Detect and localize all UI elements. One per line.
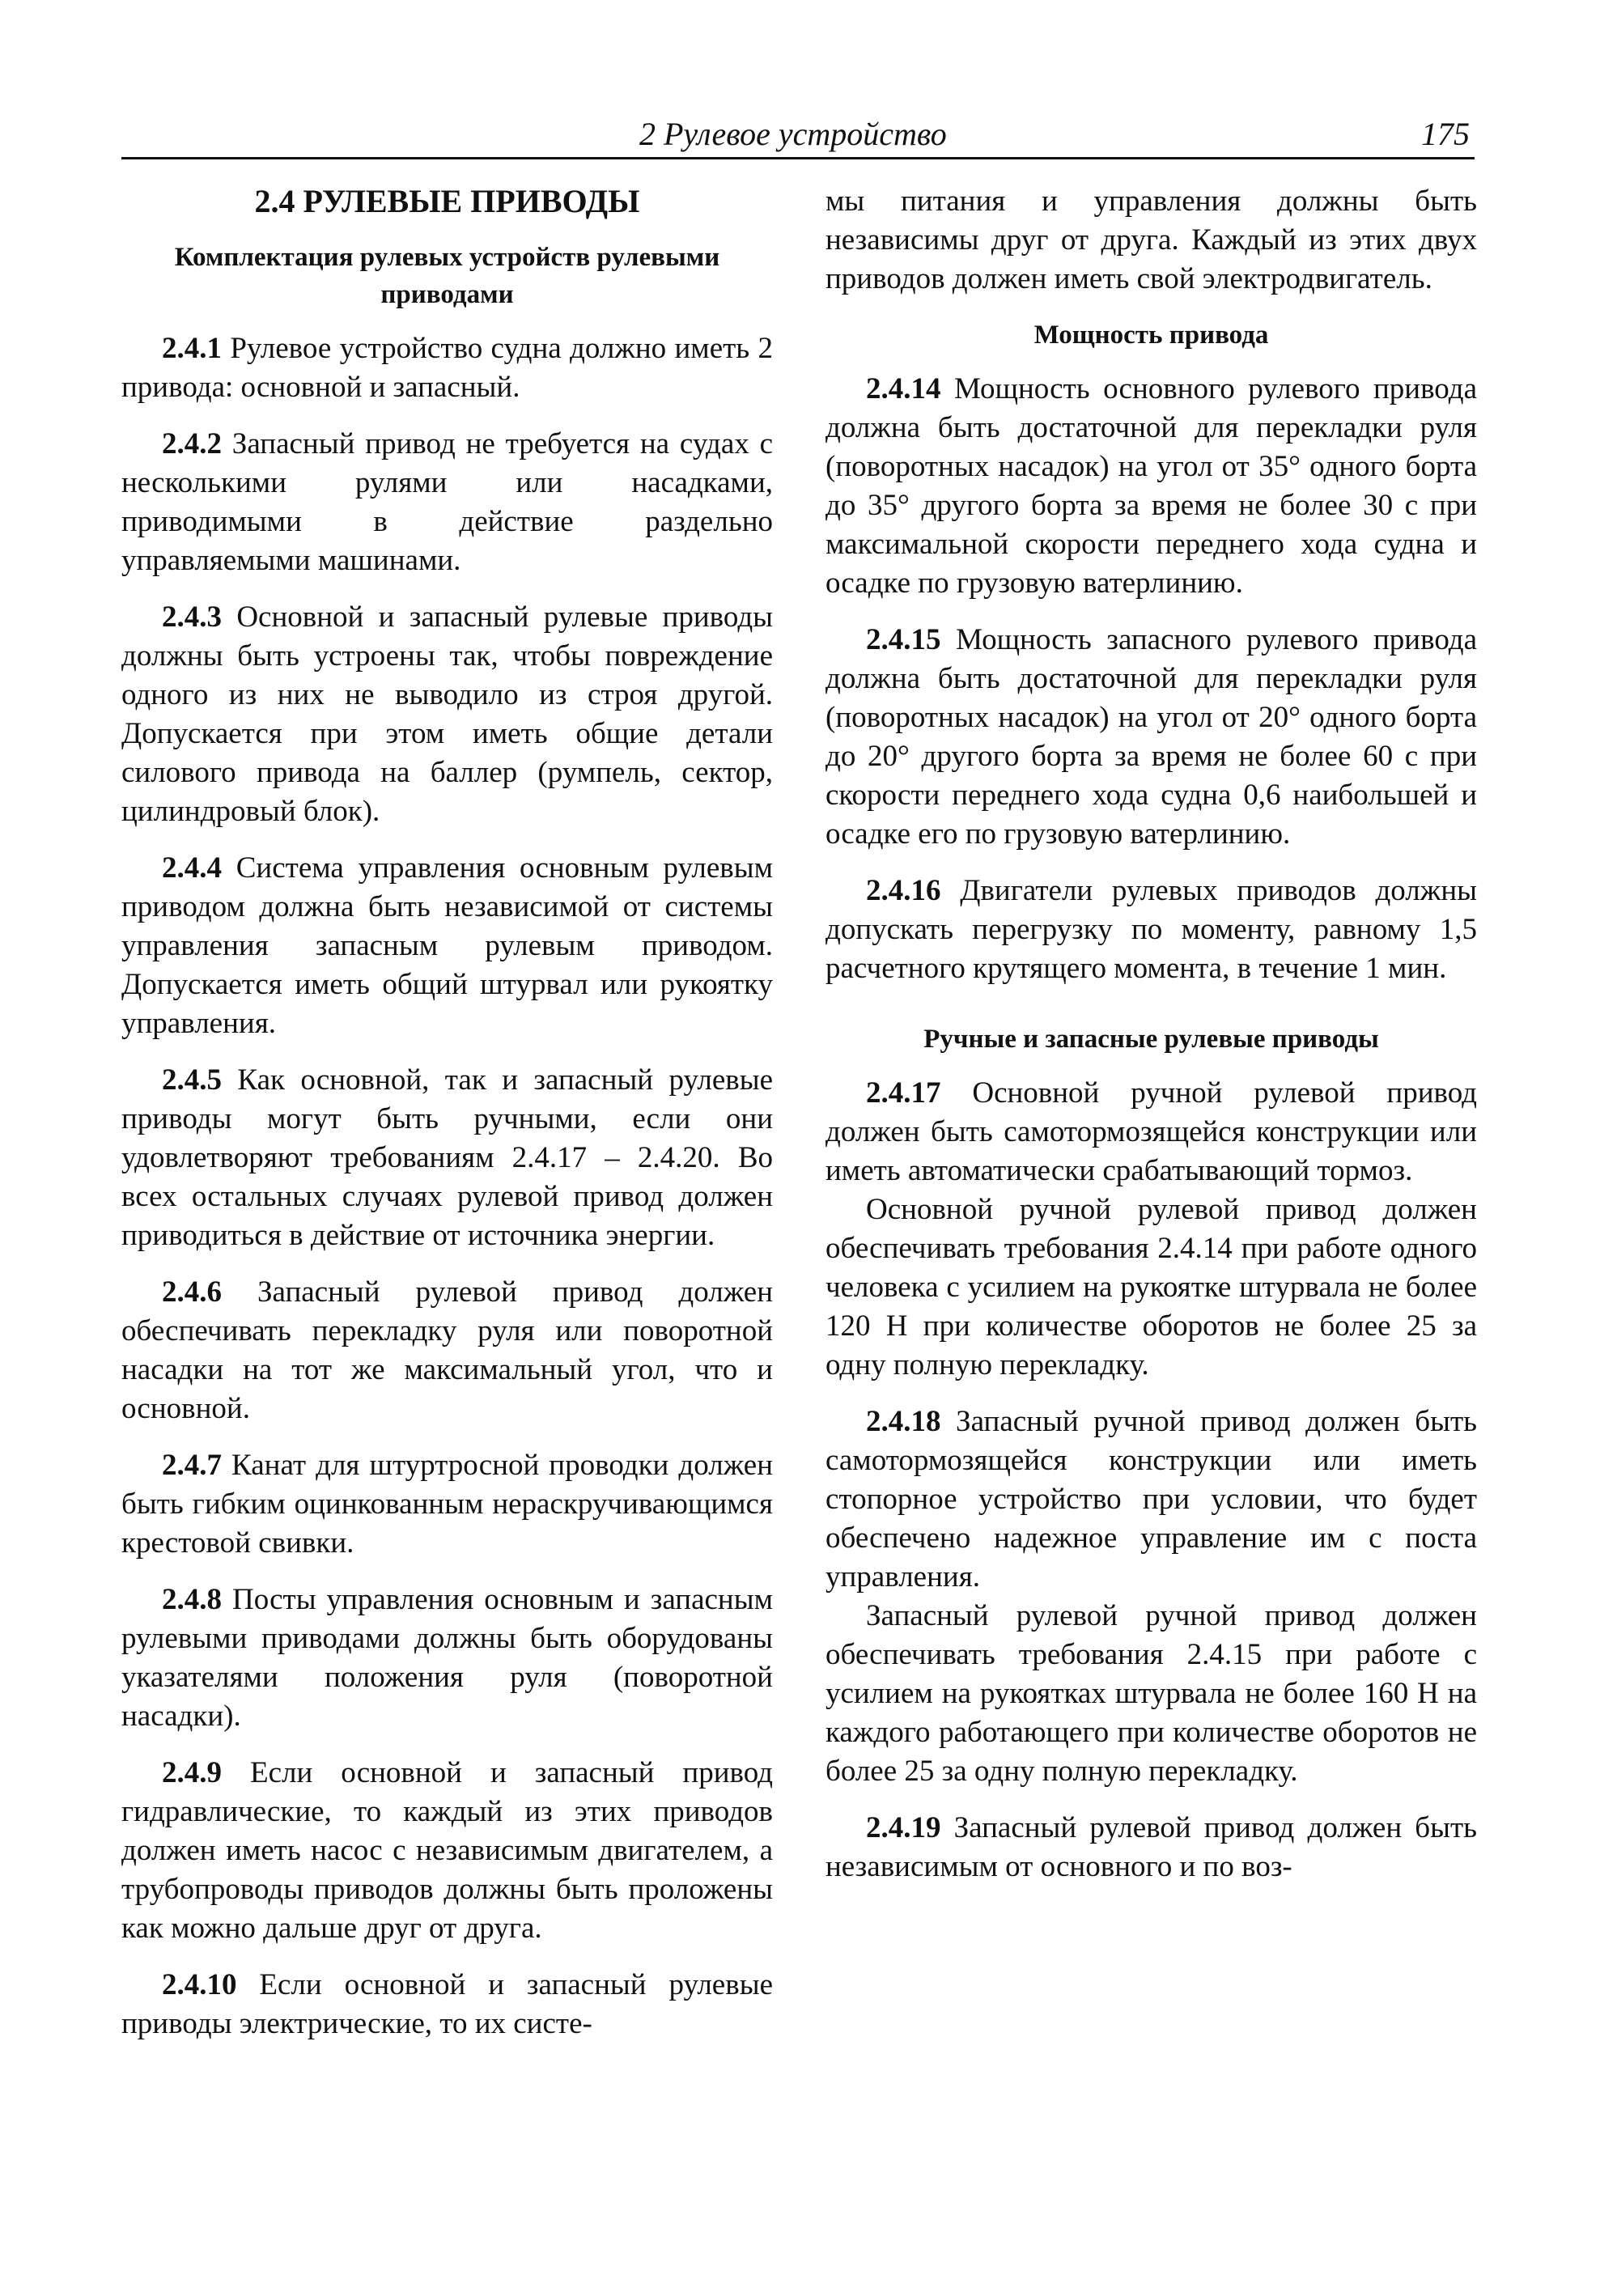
header-title: 2 Рулевое устройство — [639, 116, 947, 152]
clause-2-4-17: 2.4.17 Основной ручной рулевой привод должен быть самотормозящейся конструкции или иметь автоматически срабатывающий тормоз. — [825, 1076, 1477, 1187]
clause-2-4-19: 2.4.19 Запасный рулевой привод должен быть независимым от основного и по воз- — [825, 1811, 1477, 1883]
clause-2-4-17-second: Основной ручной рулевой привод должен обеспечивать требования 2.4.14 при работе одного человека с усилием на рукоятке штурвала не более 120 Н при количестве оборотов не более 25 за одну полную перекладку. — [825, 1193, 1477, 1381]
clause-2-4-16: 2.4.16 Двигатели рулевых приводов должны допускать перегрузку по моменту, равному 1,5 расчетного крутящего момента, в течение 1 мин. — [825, 874, 1477, 985]
clause-2-4-1: 2.4.1 Рулевое устройство судна должно иметь 2 привода: основной и запасный. — [121, 332, 773, 404]
clause-2-4-6: 2.4.6 Запасный рулевой привод должен обеспечивать перекладку руля или поворотной насадки на тот же максимальный угол, что и основной. — [121, 1275, 773, 1425]
clause-2-4-3: 2.4.3 Основной и запасный рулевые приводы должны быть устроены так, чтобы повреждение одного из них не выводило из строя другой. Допускается при этом иметь общие детали силового привода на баллер (румпель, сектор, цилиндровый блок). — [121, 601, 773, 828]
clause-2-4-2: 2.4.2 Запасный привод не требуется на судах с несколькими рулями или насадками, приводимыми в действие раздельно управляемыми машинами. — [121, 427, 773, 577]
clause-2-4-7: 2.4.7 Канат для штуртросной проводки должен быть гибким оцинкованным нераскручивающимся крестовой свивки. — [121, 1449, 773, 1560]
page-number: 175 — [1421, 116, 1470, 152]
clause-2-4-4: 2.4.4 Система управления основным рулевым приводом должна быть независимой от системы управления запасным рулевым приводом. Допускается иметь общий штурвал или рукоятку управления. — [121, 851, 773, 1040]
clause-2-4-18-second: Запасный рулевой ручной привод должен обеспечивать требования 2.4.15 при работе с усилием на рукоятках штурвала не более 160 Н на каждого работающего при количестве оборотов не более 25 за одну полную перекладку. — [825, 1599, 1477, 1788]
subhead-steering-drives: Комплектация рулевых устройств рулевыми приводами — [174, 243, 720, 309]
right-column — [825, 182, 1477, 1904]
left-column — [121, 182, 773, 2061]
subhead-manual-drives: Ручные и запасные рулевые приводы — [923, 1025, 1379, 1054]
clause-2-4-10: 2.4.10 Если основной и запасный рулевые приводы электрические, то их систе- — [121, 1968, 773, 2040]
clause-2-4-9: 2.4.9 Если основной и запасный привод гидравлические, то каждый из этих приводов должен иметь насос с независимым двигателем, а трубопроводы приводов должны быть проложены как можно дальше друг от друга. — [121, 1756, 773, 1945]
running-header — [121, 113, 1475, 162]
clause-2-4-14: 2.4.14 Мощность основного рулевого привода должна быть достаточной для перекладки руля (поворотных насадок) на угол от 35° одного борта до 35° другого борта за время не более 30 с при максимальной скорости переднего хода судна и осадке по грузовую ватерлинию. — [825, 372, 1477, 600]
header-rule — [121, 157, 1475, 159]
subhead-drive-power: Мощность привода — [1033, 320, 1269, 350]
clause-2-4-15: 2.4.15 Мощность запасного рулевого привода должна быть достаточной для перекладки руля (поворотных насадок) на угол от 20° одного борта до 20° другого борта за время не более 60 с при скорости переднего хода судна 0,6 наибольшей и осадке его по грузовую ватерлинию. — [825, 623, 1477, 851]
clause-2-4-5: 2.4.5 Как основной, так и запасный рулевые приводы могут быть ручными, если они удовлетворяют требованиям 2.4.17 – 2.4.20. Во всех остальных случаях рулевой привод должен приводиться в действие от источника энергии. — [121, 1063, 773, 1252]
clause-2-4-10-continuation: мы питания и управления должны быть независимы друг от друга. Каждый из этих двух приводов должен иметь свой электродвигатель. — [825, 185, 1477, 295]
clause-2-4-18: 2.4.18 Запасный ручной привод должен быть самотормозящейся конструкции или иметь стопорное устройство при условии, что будет обеспечено надежное управление им с поста управления. — [825, 1405, 1477, 1594]
section-title: 2.4 РУЛЕВЫЕ ПРИВОДЫ — [254, 183, 640, 219]
clause-2-4-8: 2.4.8 Посты управления основным и запасным рулевыми приводами должны быть оборудованы указателями положения руля (поворотной насадки). — [121, 1583, 773, 1733]
